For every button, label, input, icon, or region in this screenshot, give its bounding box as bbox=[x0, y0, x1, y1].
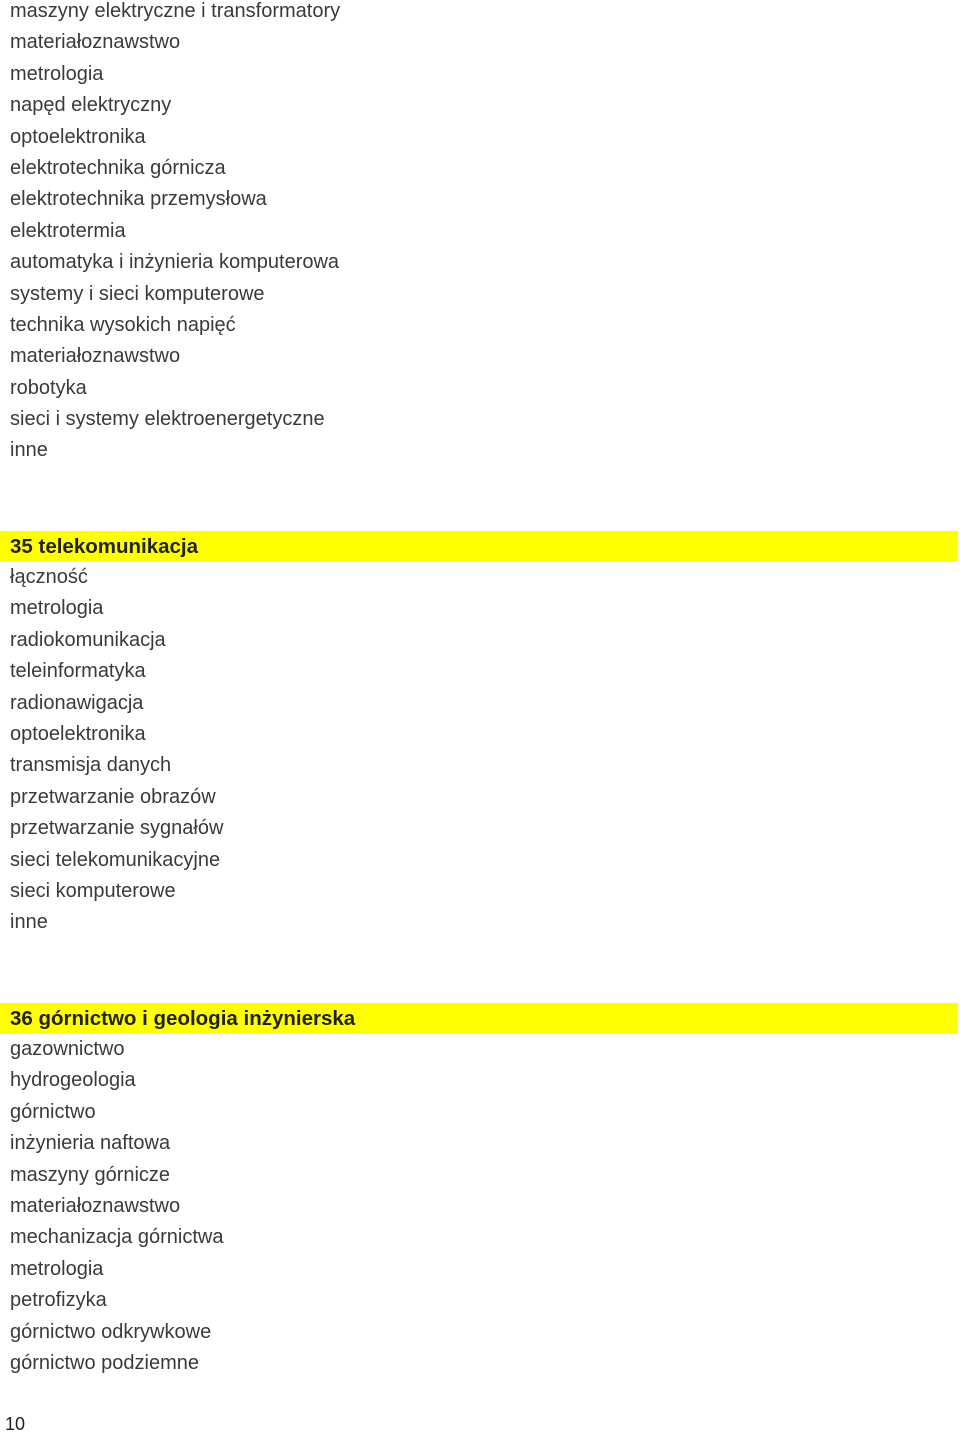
list-item: inżynieria naftowa bbox=[10, 1132, 171, 1155]
list-item: optoelektronika bbox=[10, 722, 146, 745]
list-item: gazownictwo bbox=[10, 1038, 125, 1060]
list-item: maszyny elektryczne i transformatory bbox=[10, 0, 341, 22]
section-list-gornictwo bbox=[10, 1034, 223, 1379]
list-item: teleinformatyka bbox=[10, 660, 146, 683]
list-item: przetwarzanie sygnałów bbox=[10, 817, 224, 840]
list-item: automatyka i inżynieria komputerowa bbox=[10, 251, 340, 274]
list-item: sieci telekomunikacyjne bbox=[10, 848, 221, 871]
list-item: elektrotermia bbox=[10, 219, 126, 242]
page-number: 10 bbox=[5, 1414, 26, 1434]
list-item: inne bbox=[10, 439, 48, 462]
list-item: elektrotechnika przemysłowa bbox=[10, 188, 267, 211]
list-item: górnictwo podziemne bbox=[10, 1351, 199, 1374]
list-item: maszyny górnicze bbox=[10, 1163, 171, 1186]
list-item: napęd elektryczny bbox=[10, 94, 172, 117]
list-item: materiałoznawstwo bbox=[10, 345, 181, 368]
list-item: sieci i systemy elektroenergetyczne bbox=[10, 408, 325, 431]
list-item: metrologia bbox=[10, 597, 104, 620]
list-item: transmisja danych bbox=[10, 754, 172, 777]
list-item: radionawigacja bbox=[10, 691, 144, 714]
list-item: górnictwo bbox=[10, 1100, 96, 1123]
section-list-telekomunikacja bbox=[10, 562, 223, 939]
top-list bbox=[10, 0, 340, 467]
list-item: optoelektronika bbox=[10, 125, 146, 148]
list-item: metrologia bbox=[10, 1257, 104, 1280]
list-item: przetwarzanie obrazów bbox=[10, 785, 216, 808]
list-item: systemy i sieci komputerowe bbox=[10, 282, 265, 305]
list-item: metrologia bbox=[10, 62, 104, 85]
section-header-telekomunikacja: 35 telekomunikacja bbox=[0, 531, 958, 562]
list-item: mechanizacja górnictwa bbox=[10, 1226, 224, 1249]
list-item: petrofizyka bbox=[10, 1289, 107, 1312]
list-item: hydrogeologia bbox=[10, 1069, 136, 1092]
list-item: robotyka bbox=[10, 376, 87, 399]
list-item: sieci komputerowe bbox=[10, 879, 176, 902]
list-item: elektrotechnika górnicza bbox=[10, 156, 226, 179]
list-item: technika wysokich napięć bbox=[10, 313, 236, 336]
list-item: łączność bbox=[10, 566, 88, 588]
section-header-gornictwo: 36 górnictwo i geologia inżynierska bbox=[0, 1003, 958, 1034]
list-item: materiałoznawstwo bbox=[10, 1194, 181, 1217]
list-item: radiokomunikacja bbox=[10, 628, 166, 651]
list-item: górnictwo odkrywkowe bbox=[10, 1320, 212, 1343]
list-item: inne bbox=[10, 911, 48, 934]
list-item: materiałoznawstwo bbox=[10, 31, 181, 54]
